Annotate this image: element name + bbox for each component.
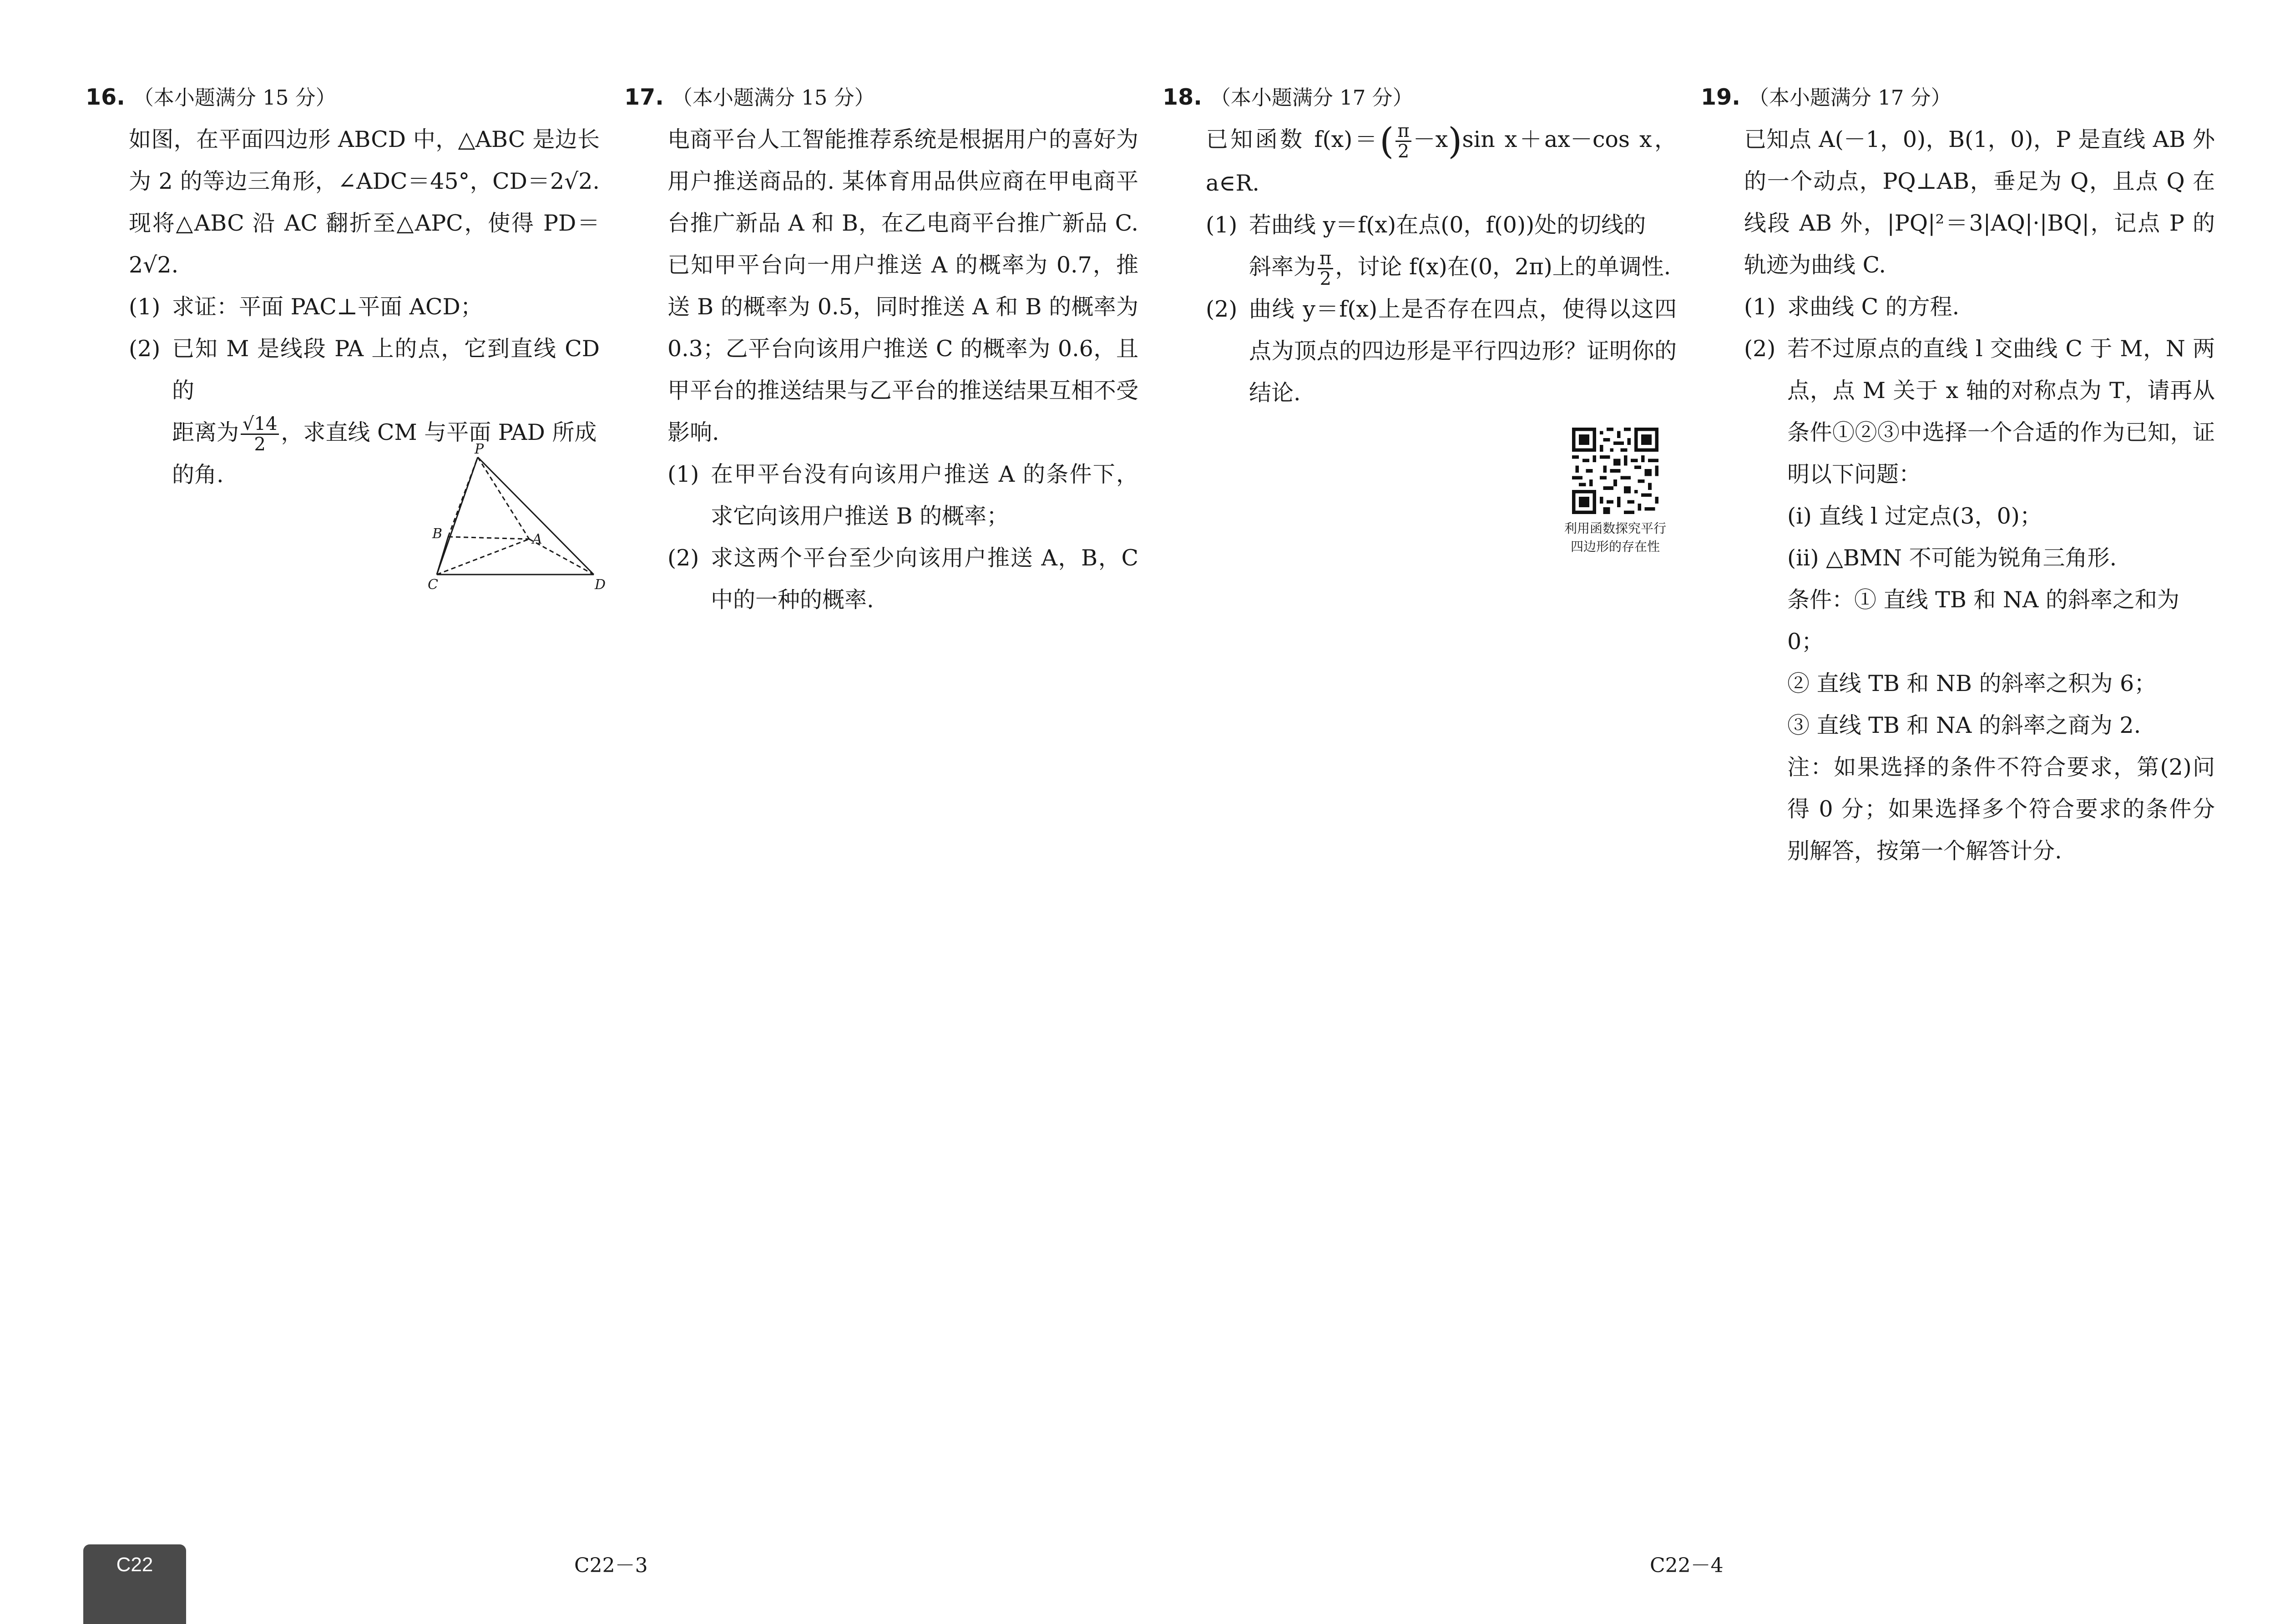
function-tail: sin x＋ax－cos x，a∈R. (1206, 126, 1677, 196)
edge-BC (437, 537, 448, 575)
condition-1: 条件：① 直线 TB 和 NA 的斜率之和为 0； (1787, 587, 2179, 655)
fraction-numerator: π (1318, 249, 1333, 269)
slope-prefix: 斜率为 (1249, 253, 1316, 280)
subquestion-text-line: 若曲线 y＝f(x)在点(0，f(0))处的切线的 (1249, 212, 1646, 238)
edge-BA (448, 537, 529, 539)
fraction (1395, 121, 1411, 161)
subquestion-label: (2) (1206, 296, 1238, 322)
subquestion-2 (1163, 288, 1677, 414)
question-19 (1701, 76, 2215, 872)
question-intro: 已知函数 f(x)＝( $\frac{\pi}{2}$ －x)sin x＋ax－cos x，a∈R. (1206, 120, 1677, 196)
fraction-numerator: π (1395, 121, 1411, 142)
question-number: 17. (624, 84, 664, 110)
subquestion-label: (2) (1744, 336, 1776, 362)
page-number-right: C22－4 (1650, 1554, 1724, 1577)
question-16 (86, 76, 600, 496)
subquestion-label: (2) (667, 545, 699, 571)
fraction-denominator: 2 (254, 434, 266, 455)
subquestion-2 (624, 537, 1138, 621)
fraction-denominator: 2 (1397, 141, 1410, 162)
question-header (624, 76, 1138, 119)
subquestion-label: (1) (1206, 212, 1238, 238)
function-inner: －x (1413, 126, 1448, 152)
subquestion-text: 求这两个平台至少向该用户推送 A，B，C 中的一种的概率. (711, 545, 1138, 613)
page-number-left: C22－3 (574, 1554, 648, 1577)
label-C: C (428, 577, 438, 593)
proof-item-i: (ⅰ) 直线 l 过定点(3，0)； (1787, 503, 2042, 529)
question-number: 19. (1701, 84, 1740, 110)
subquestion-text: 若不过原点的直线 l 交曲线 C 于 M，N 两点，点 M 关于 x 轴的对称点为 T，请再从条件①②③中选择一个合适的作为已知，证明以下问题： (1787, 336, 2215, 487)
question-intro: 电商平台人工智能推荐系统是根据用户的喜好为用户推送商品的. 某体育用品供应商在甲电商平台推广新品 A 和 B，在乙电商平台推广新品 C. 已知甲平台向一用户推送 A 的概率为 0.7，推送 B 的概率为 0.5，同时推送 A 和 B 的概率为 0.3；乙平台向该用户推送 C 的概率为 0.6，且甲平台的推送结果与乙平台的推送结果互相不受影响. (667, 126, 1138, 445)
edge-PD (478, 457, 594, 575)
function-prefix: 已知函数 f(x)＝ (1206, 126, 1380, 152)
qr-code-icon[interactable] (1572, 428, 1658, 514)
edge-PA (478, 457, 529, 539)
question-score: （本小题满分 17 分） (1210, 86, 1413, 110)
subquestion-text (1249, 204, 1677, 288)
subquestion-1 (624, 454, 1138, 537)
distance-prefix: 距离为 (172, 419, 239, 445)
label-P: P (475, 444, 484, 457)
subquestion-label: (1) (667, 461, 699, 487)
subquestion-text: 求曲线 C 的方程. (1787, 294, 1960, 320)
subquestion-text: 求证：平面 PAC⊥平面 ACD； (172, 294, 483, 320)
condition-2: ② 直线 TB 和 NB 的斜率之积为 6； (1787, 671, 2157, 696)
subquestion-text-line: ，求直线 CM 与平面 PAD 所成 (281, 419, 597, 445)
subquestion-label: (1) (129, 294, 161, 320)
fraction (241, 414, 279, 454)
label-A: A (532, 531, 542, 547)
section-badge: C22 (83, 1544, 186, 1624)
qr-caption-line-1: 利用函数探究平行 (1564, 521, 1666, 536)
qr-code-block (1540, 428, 1690, 556)
label-D: D (595, 577, 606, 593)
question-score: （本小题满分 15 分） (672, 86, 875, 110)
fraction-numerator: √14 (241, 414, 279, 435)
question-number: 16. (86, 84, 125, 110)
subquestion-1 (86, 286, 600, 328)
subquestion-label: (2) (129, 336, 161, 362)
subquestion-text: 在甲平台没有向该用户推送 A 的条件下，求它向该用户推送 B 的概率； (711, 461, 1138, 529)
subquestion-text-line: 已知 M 是线段 PA 上的点，它到直线 CD 的 (172, 336, 600, 403)
edge-BP (448, 457, 478, 537)
subquestion-2 (1701, 328, 2215, 495)
condition-3: ③ 直线 TB 和 NA 的斜率之商为 2. (1787, 712, 2141, 738)
subquestion-1 (1701, 286, 2215, 328)
question-header (86, 76, 600, 119)
note: 注：如果选择的条件不符合要求，第(2)问得 0 分；如果选择多个符合要求的条件分别解答，按第一个解答计分. (1787, 754, 2215, 864)
subquestion-label: (1) (1744, 294, 1776, 320)
question-score: （本小题满分 17 分） (1748, 86, 1951, 110)
question-intro: 已知点 A(－1，0)，B(1，0)，P 是直线 AB 外的一个动点，PQ⊥AB，垂足为 Q，且点 Q 在线段 AB 外，|PQ|²＝3|AQ|·|BQ|，记点 P 的轨迹为曲线 C. (1744, 126, 2215, 278)
question-score: （本小题满分 15 分） (133, 86, 336, 110)
question-header (1701, 76, 2215, 119)
subquestion-1 (1163, 204, 1677, 288)
question-number: 18. (1163, 84, 1202, 110)
proof-item-ii: (ⅱ) △BMN 不可能为锐角三角形. (1787, 545, 2117, 571)
question-intro: 如图，在平面四边形 ABCD 中，△ABC 是边长为 2 的等边三角形，∠ADC＝45°，CD＝2√2. 现将△ABC 沿 AC 翻折至△APC，使得 PD＝2√2. (129, 126, 600, 278)
question-17 (624, 76, 1138, 621)
fraction (1318, 249, 1333, 288)
question-header (1163, 76, 1677, 119)
fraction-denominator: 2 (1320, 268, 1331, 289)
geometry-figure (425, 444, 607, 596)
subquestion-text-line: ，讨论 f(x)在(0，2π)上的单调性. (1335, 253, 1671, 280)
label-B: B (432, 526, 443, 542)
subquestion-text-line: 的角. (172, 462, 224, 488)
qr-caption-line-2: 四边形的存在性 (1570, 539, 1660, 554)
question-18 (1163, 76, 1677, 414)
subquestion-text: 曲线 y＝f(x)上是否存在四点，使得以这四点为顶点的四边形是平行四边形？证明你的结论. (1249, 296, 1677, 406)
edge-CA (437, 539, 529, 575)
